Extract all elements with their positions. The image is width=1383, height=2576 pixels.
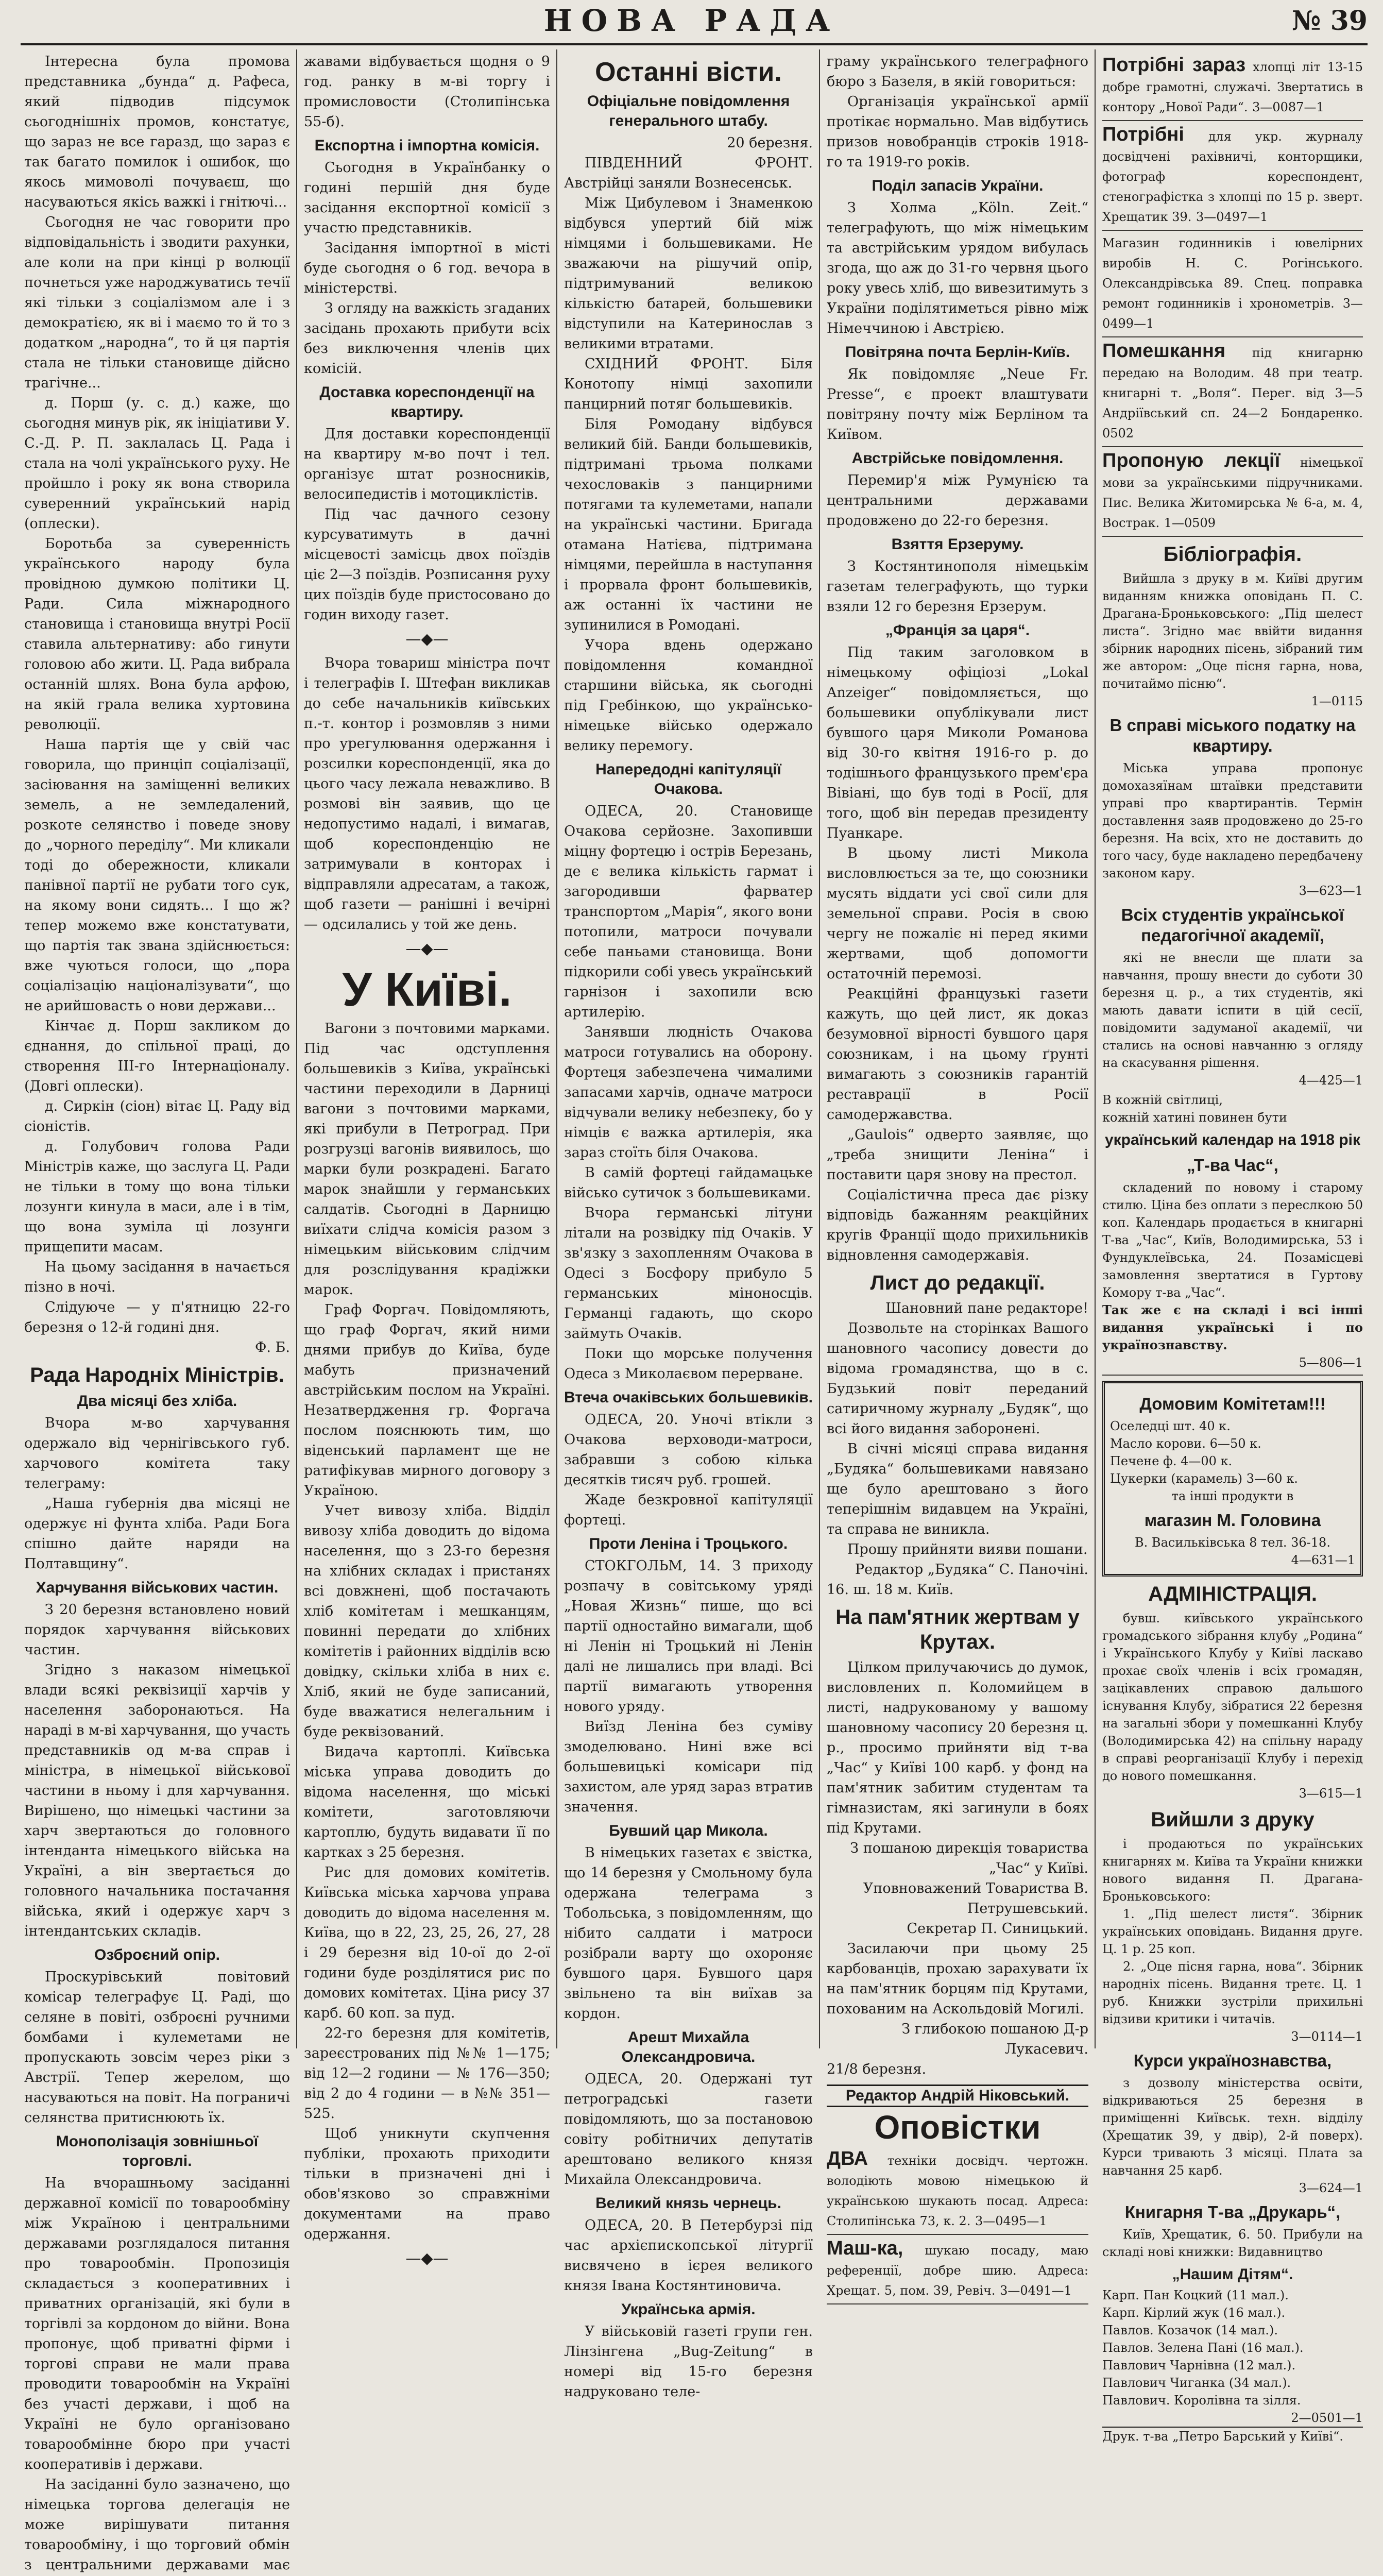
- ad-text: під книгарню передаю на Володим. 48 при театр. книгарні т. „Воля“. Перег. від 3—5 Андріївський сп. 24—2 Бондаренко.: [1102, 346, 1363, 420]
- paragraph: На вчорашньому засіданні державної комісії по товарообміну між Україною і центральними державами розглядалося питання про товарообмін. Пропозиція складається з кооперативних і приватних організацій, які були в торгівлі за кордоном до війни. Вона пропонує, щоб приватні фірми і торгові справи не мали права проводити товарообмін на Україні без участі держави, і щоб на Україні не було організовано товарообмінне бюро при участі кооперативів і держави.: [24, 2175, 290, 2472]
- section-title: У Київі.: [342, 963, 512, 1016]
- book-item: Карп. Кірлий жук (16 мал.).: [1102, 2306, 1286, 2320]
- ad-code: 4—631—1: [1291, 1553, 1355, 1567]
- book-item: 2. „Оце пісня гарна, нова“. Збірник народніх пісень. Видання третє. Ц. 1 руб. Книжки зустріли прихильні відзиви критики і читачів.: [1102, 1959, 1363, 2026]
- ad-code: 1—0115: [1311, 694, 1363, 708]
- paragraph: Сьогодня не час говорити про відповідальність і зводити рахунки, але коли на при кінці р волюції почнеться уже народжуватись течії які тільки з соціалізмом але і з демократією, як ві і маємо то й то з додатком „народна“, то й ця партія стала не тільки становище дійсно трагічне...: [24, 214, 290, 391]
- paragraph: Занявши людність Очакова матроси готувались на оборону. Фортеця забезпечена чималими запасами харчів, одначе матроси відчували велику небезпеку, бо у німців є важка артилерія, яка зараз стоїть біля Очакова.: [564, 1024, 813, 1161]
- paragraph: Як повідомляє „Neue Fr. Presse“, є проект влаштувати повітряну почту між Берліном та Київом.: [827, 366, 1088, 443]
- paragraph: Перемир'я між Румунією та центральними державами продовжено до 22-го березня.: [827, 472, 1088, 529]
- article-subtitle: Доставка кореспонденції на квартиру.: [319, 384, 535, 420]
- paragraph: Засідання імпортної в місті буде сьогодня о 6 год. вечора в міністерстві.: [304, 240, 550, 296]
- ad-code: 3—0499—1: [1102, 296, 1363, 331]
- paragraph: Жаде безкровної капітуляції фортеці.: [564, 1492, 813, 1528]
- ad-text: та інші продукти в: [1171, 1489, 1294, 1503]
- ad-code: 3—0497—1: [1196, 210, 1268, 224]
- paragraph: Рис для домових комітетів. Київська міська харчова управа доводить до відома населення м. Київа, що в 22, 23, 25, 26, 27, 28 і 29 березня від 10-ої до 2-ої години буде розділятися рис по домових комітетах. Ціна рису 37 карб. 60 коп. за пуд.: [304, 1865, 550, 2021]
- signature: З глибокою пошаною Д-р Лукасевич.: [901, 2021, 1088, 2057]
- paragraph: Граф Форгач. Повідомляють, що граф Форгач, який ними днями прибув до Київа, буде мабуть призначений австрійським послом на Україні. Незатвердження гр. Форгача послом пояснюють тим, що віденський парламент ще не ратифікував мирного договору з Україною.: [304, 1302, 550, 1499]
- book-item: Павлов. Козачок (14 мал.).: [1102, 2323, 1278, 2337]
- paragraph: Сьогодня в Українбанку о годині першій дня буде засідання експортної комісії з участю представників.: [304, 160, 550, 236]
- article-title: Книгарня Т-ва „Друкарь“,: [1124, 2202, 1341, 2222]
- ornament-divider: —◆—: [405, 940, 449, 958]
- article-title: Всіх студентів української педагогічної академії,: [1121, 905, 1344, 945]
- editor-line: Редактор Андрій Ніковський.: [827, 2084, 1088, 2107]
- goods-item: Печене ф. 4—00 к.: [1110, 1454, 1233, 1468]
- column-divider: [556, 49, 557, 2048]
- book-item: Павлович. Королівна та зілля.: [1102, 2393, 1301, 2408]
- signature: Уповноважений Товариства В. Петрушевський.: [863, 1880, 1088, 1917]
- paragraph: В самій фортеці гайдамацьке військо сутичок з большевиками.: [564, 1165, 813, 1201]
- column-divider: [819, 49, 820, 2048]
- paragraph: Між Цибулевом і Знаменкою відбувся упертий бій між німцями і большевиками. Не зважаючи на рішучий опір, підтримуваний великою кількістю батарей, большевики відступили на Катеринослав з великими втратами.: [564, 195, 813, 352]
- paragraph: З Костянтинополя німецькім газетам телеграфують, що турки взяли 12 го березня Ерзерум.: [827, 558, 1088, 615]
- classified-ad: [1102, 121, 1363, 231]
- paragraph: З огляду на важкість згаданих засідань прохають прибути всіх без виключення членів цих комісій.: [304, 300, 550, 377]
- paragraph: На засіданні було зазначено, що німецька торгова делегація не може вирішувати питання товарообміну, і що торговий обмін з центральними державами має: [24, 2477, 290, 2573]
- paragraph: граму українського телеграфного бюро з Базеля, в якій говориться:: [827, 54, 1088, 90]
- article-title: В справі міського податку на квартиру.: [1109, 716, 1356, 755]
- ad-code: 5—806—1: [1299, 1355, 1363, 1370]
- column-divider: [296, 49, 297, 2048]
- goods-item: Цукерки (карамель) 3—60 к.: [1110, 1471, 1298, 1486]
- paragraph: На цьому засідання в начається пізно в ночі.: [24, 1259, 290, 1295]
- paragraph: ОДЕСА, 20. Одержані тут петроградські газети повідомляють, що за постановою совіту робітничих депутатів арештовано великого князя Михайла Олександровича.: [564, 2071, 813, 2188]
- paragraph: Вчора германські літуни літали на розвідку під Очаків. У зв'язку з захопленням Очакова в Одесі з Босфору прибуло 5 германських міноносців. Германці гадають, що скоро займуть Очаків.: [564, 1205, 813, 1342]
- article-subtitle: Два місяці без хліба.: [77, 1393, 237, 1410]
- publisher-name: „Нашим Дітям“.: [1172, 2266, 1293, 2283]
- column-5: [1096, 52, 1369, 2444]
- ad-headline: Потрібні: [1102, 124, 1184, 145]
- ad-headline: Помешкання: [1102, 340, 1226, 362]
- paragraph: Слідуюче — у п'ятницю 22-го березня о 12-й годині дня.: [24, 1299, 290, 1335]
- paragraph: Реакційні французькі газети кажуть, що цей лист, як доказ безумовної вірності бувшого царя союзникам, і на цьому ґрунті вимагають з союзників гарантій реставрації в Росії самодержавства.: [827, 986, 1088, 1123]
- article-title: Бібліографія.: [1163, 543, 1302, 566]
- paragraph: ОДЕСА, 20. В Петербурзі під час архієпископської літургії висвячено в ієрея великого князя Івана Костянтиновича.: [564, 2217, 813, 2294]
- ad-headline: український календар на 1918 рік: [1104, 1131, 1361, 1148]
- ad-text: хлопці літ 13-15 добре грамотні, служачі. Звертатись в контору „Нової Ради“.: [1102, 60, 1363, 114]
- classified-ad: [827, 2235, 1088, 2304]
- ad-text: шукаю посаду, маю референції, добре шию. Адреса: Хрещат. 5, пом. 39, Ревіч.: [827, 2243, 1088, 2298]
- paragraph: Вчора товариш міністра почт і телеграфів І. Штефан викликав до себе начальників київських п.-т. контор і розмовляв з ними про урегулювання одержання і розсилки кореспонденції, яка до цього часу лежала неважливо. В розмові він заявив, що це недопустимо надалі, і вимагав, щоб кореспонденцію не затримували в конторах і відправляли адресатам, а також, щоб газети — ранішні і вечірні — одсилались у той же день.: [304, 655, 550, 933]
- paragraph: У військовій газеті групи ген. Лінзінгена „Bug-Zeitung“ в номері від 15-го березня надруковано теле-: [564, 2324, 813, 2400]
- article-subtitle: Взяття Ерзеруму.: [891, 536, 1024, 553]
- ad-text: Магазин годинників і ювелірних виробів Н. С. Рогінського. Олександрівська 89. Спец. поправка ремонт годинників і хронометрів.: [1102, 236, 1363, 311]
- article-title: АДМІНІСТРАЦІЯ.: [1148, 1583, 1317, 1605]
- article-subtitle: Повітряна почта Берлін-Київ.: [845, 344, 1070, 361]
- ad-text: В кожній світлиці,: [1102, 1093, 1223, 1107]
- ad-headline: Потрібні зараз: [1102, 54, 1246, 76]
- signature: Редактор „Будяка“ С. Паночіні.: [855, 1562, 1088, 1578]
- paragraph: з дозволу міністерства освіти, відкриваються 25 березня в приміщенні Київськ. техн. відділу (Хрещатик 39, у двір), 2-й поверх). Курси тривають 3 місяці. Плата за навчання 25 карб.: [1102, 2076, 1363, 2178]
- classified-ad: [1102, 337, 1363, 447]
- paragraph: „Gaulois“ одверто заявляє, що „треба знищити Леніна“ і поставити царя знову на престол.: [827, 1127, 1088, 1183]
- classified-ad: [1102, 447, 1363, 537]
- paragraph: „Наша губернія два місяці не одержує ні фунта хліба. Ради Бога спішно дайте наряди на Полтавщину“.: [24, 1496, 290, 1572]
- paragraph: СХІДНИЙ ФРОНТ. Біля Конотопу німці захопили панцирний потяг большевиків.: [564, 356, 813, 412]
- article-title: Курси українознавства,: [1133, 2051, 1332, 2070]
- paragraph: Наша партія ще у свій час говорила, що принціп соціалізації, засіювання на заміщенні великих земель, а не земледалений, розкоте селянство і поведе знову до „чорного переділу“. Ми кликали тоді до обережности, кликали панівної партії не рубати того сук, на якому вони сидять... І що ж? тепер можемо вже констатувати, що партія так звана здійснюється: вже чуються голоси, що „пора соціалізацію націоналізувати“, що не арийшовасть о нови держави...: [24, 737, 290, 1014]
- notices-title: Оповістки: [874, 2109, 1041, 2146]
- article-subtitle: Австрійське повідомлення.: [851, 450, 1064, 467]
- paragraph: Засилаючи при цьому 25 карбованців, прохаю зарахувати їх на пам'ятник борцям під Крутами, похованим на Аскольдовій Могилі.: [827, 1941, 1088, 2017]
- article-subtitle: Втеча очаківських большевиків.: [564, 1389, 813, 1406]
- masthead-rule: [21, 43, 1368, 45]
- shop-address: В. Васильківська 8 тел. 36-18.: [1135, 1535, 1330, 1550]
- classified-ad: [1102, 52, 1363, 121]
- article-subtitle: Великий князь чернець.: [595, 2195, 781, 2212]
- paragraph: Міська управа пропонує домохазяїнам штаївки представити управі про квартирантів. Термін доставлення заяв продовжено до 25-го березня. На всіх, хто не доставить до того часу, буде накладено передбачену законом кару.: [1102, 761, 1363, 880]
- paragraph: Інтересна була промова представника „бунда“ д. Рафеса, який підводив підсумок сьогоднішніх промов, констатує, що зараз не все гаразд, що зараз є так багато помилок і ошибок, що якось мимоволі почуваєш, що насуваються якісь важкі і гнітючі...: [24, 54, 290, 210]
- committee-ad-box: [1102, 1381, 1363, 1577]
- article-subtitle: „Франція за царя“.: [885, 622, 1030, 639]
- article-title: Рада Народніх Міністрів.: [30, 1364, 284, 1386]
- column-1: [18, 52, 296, 2573]
- paragraph: Цілком прилучаючись до думок, висловлених п. Коломийцем в листі, надрукованому у вашому шановному часопису 20 березня ц. р., просимо прийняти від т-ва „Час“ у Київі 100 карб. у фонд на пам'ятник забитим студентам та гімназистам, які загинули в боях під Крутами.: [827, 1659, 1088, 1836]
- ad-code: 3—615—1: [1299, 1786, 1363, 1801]
- paragraph: СТОКГОЛЬМ, 14. З приходу розпачу в совітському уряді „Новая Жизнь“ пише, що всі партії одностайно вимагали, щоб ні Ленін ні Троцький ні Ленін далі не лишались при владі. Всі партії вимагають утворення нового уряду.: [564, 1558, 813, 1715]
- article-title: Лист до редакції.: [870, 1272, 1045, 1294]
- paragraph: Організація української армії протікає нормально. Мав відбутись призов новобранців строків 1918-го та 1919-го років.: [827, 94, 1088, 170]
- goods-item: Оселедці шт. 40 к.: [1110, 1419, 1231, 1433]
- paragraph: Під час дачного сезону курсуватимуть в дачні місцевості замісць двох поїздів ціє 2—3 поїздів. Розписання руху цих поїздів буде пристосовано до годин виходу газет.: [304, 506, 550, 623]
- paragraph: Вчора м-во харчування одержало від чернігівського губ. харчового комітета таку телеграму:: [24, 1415, 290, 1492]
- paragraph: З 20 березня встановлено новий порядок харчування військових частин.: [24, 1602, 290, 1658]
- paragraph: ОДЕСА, 20. Уночі втікли з Очакова верховоди-матроси, забравши з собою кілька десятків тисяч руб. грошей.: [564, 1412, 813, 1488]
- ad-code: 4—425—1: [1299, 1073, 1363, 1088]
- article-subtitle: Українська армія.: [621, 2301, 756, 2318]
- ad-code: 2—0501—1: [1291, 2411, 1363, 2425]
- ad-headline: Маш-ка,: [827, 2238, 903, 2259]
- book-item: Павлович Чарнівна (12 мал.).: [1102, 2358, 1296, 2372]
- paragraph: З Холма „Köln. Zeit.“ телеграфують, що між німецьким та австрійським урядом вибулась згода, що аж до 31-го червня цього року увесь хліб, що вивезитимуть з України поділятиметься рівно між Німеччиною і Австрією.: [827, 200, 1088, 336]
- column-4: [821, 52, 1095, 2298]
- paragraph: Виїзд Леніна без суміву змоделювано. Нині вже всі большевицькі комісари під захистом, але уряд зараз втратив значення.: [564, 1719, 813, 1815]
- book-item: Павлович Чиганка (34 мал.).: [1102, 2376, 1291, 2390]
- section-title: Останні вісти.: [595, 57, 782, 87]
- signature: З пошаною дирекція товариства „Час“ у Київі.: [850, 1840, 1088, 1876]
- paragraph: Кінчає д. Порш закликом до єднання, до спільної праці, до створення III-го Інтернаціоналу. (Довгі оплески).: [24, 1018, 290, 1094]
- book-item: 1. „Під шелест листя“. Збірник українських оповідань. Видання друге. Ц. 1 р. 25 коп.: [1102, 1907, 1363, 1956]
- paragraph: Київ, Хрещатик, 6. 50. Прибули на складі нові книжки: Видавництво: [1102, 2227, 1363, 2259]
- issue-number: № 39: [1292, 5, 1368, 37]
- classified-ad: [1102, 231, 1363, 337]
- paragraph: Учет вивозу хліба. Відділ вивозу хліба доводить до відома населення, що з 23-го березня на хлібних складах і пристанях всі довжнені, щоб постачають хліб комітетам і мешканцям, повинні передати до хлібних комітетів і районних відділів всю довідку, скільки хліба в них є. Хліб, який не буде записаний, буде вважатися нелегальним і буде реквізований.: [304, 1503, 550, 1740]
- paragraph: д. Сиркін (сіон) вітає Ц. Раду від сіоністів.: [24, 1098, 290, 1134]
- ad-code: 0502: [1102, 426, 1134, 440]
- paragraph: Для доставки кореспонденції на квартиру м-во почт і тел. організує штат розносників, велосипедистів і мотоциклістів.: [304, 426, 550, 502]
- paragraph: Боротьба за суверенність українського народу була провідною думкою політики Ц. Ради. Сила міжнародного становища і становища внутрі Росії ставила альтернативу: або гинути головою або жити. Ц. Рада вибрала останній шлях. Вона була арфою, на якій грала велика хуртовина революції.: [24, 536, 290, 733]
- ad-text: техніки досвідч. чертожн. володіють мовою німецькою й українською шукають посад. Адреса: Столипінська 73, к. 2.: [827, 2154, 1088, 2228]
- paragraph: Вагони з почтовими марками. Під час одступлення большевиків з Київа, українські частини переходили в Дарниці вагони з почтовими марками, які прибули в Петроград. При розгрузці вагонів виявилось, що марки були розкрадені. Багато марок знайшли у германських салдатів. Сьогодні в Дарницю виїхати слідча комісія разом з німецьким військовим слідчим для розслідування крадіжки марок.: [304, 1021, 550, 1298]
- paragraph: д. Порш (у. с. д.) каже, що сьогодня минув рік, як ініціативи У. С.-Д. Р. П. заклалась Ц. Рада і стала на чолі українського руху. Не пройшло і року як вона створила суверенний український нарід (оплески).: [24, 395, 290, 532]
- article-subtitle: Напередодні капітуляції Очакова.: [595, 761, 781, 798]
- masthead: [0, 0, 1383, 42]
- ad-headline: Пропоную лекції: [1102, 450, 1280, 471]
- paragraph: В німецьких газетах є звістка, що 14 березня у Смольному була одержана телеграма з Тобольська, з повідомленням, що нібито салдати і матроси розібрали варту що охороняє бувшого царя. Бувшого царя звільнено та він виїхав за кордон.: [564, 1845, 813, 2022]
- book-item: Карп. Пан Коцкий (11 мал.).: [1102, 2288, 1289, 2302]
- paragraph: Дозвольте на сторінках Вашого шановного часопису довести до відома громадянства, що в с. Будзький повіт переданий сатиричному журналу „Будяк“, що всі його видання заборонені.: [827, 1320, 1088, 1437]
- paragraph: Проскурівський повітовий комісар телеграфує Ц. Раді, що селяне в повіті, озброєні ручними бомбами і кулеметами не пропускають зовсім через ріки з Австрії. Тепер жерелом, що насуваються на повіт. На пограничі селянства притиснюють їх.: [24, 1969, 290, 2126]
- ad-code: 3—0114—1: [1291, 2029, 1363, 2044]
- ad-text: німецької мови за українськими підручниками. Пис. Велика Житомирська № 6-а, м. 4, Вострак.: [1102, 455, 1363, 530]
- printer-line: Друк. т-ва „Петро Барський у Київі“.: [1102, 2427, 1363, 2445]
- paragraph: ОДЕСА, 20. Становище Очакова серйозне. Захопивши міцну фортецю і острів Березань, де є велика кількість гармат і загородивши фарватер транспортом „Марія“, якого вони потопили, матроси почували себе паньами становища. Вони підкорили собі увесь український гарнізон і захопили всю артилерію.: [564, 803, 813, 1020]
- ad-code: 3—0495—1: [975, 2214, 1047, 2228]
- article-subtitle: Харчування військових частин.: [36, 1579, 279, 1596]
- paragraph: Видача картоплі. Київська міська управа доводить до відома населення, що міські комітети, заготовляючи картоплю, будуть видавати її по картках з 25 березня.: [304, 1744, 550, 1860]
- ad-headline: „Т-ва Час“,: [1187, 1156, 1278, 1175]
- paragraph: Під таким заголовком в німецькому офіціозі „Lokal Anzeiger“ повідомляється, що большевики опублікували лист бувшого царя Миколи Романова від 30-го квітня 1916-го р. до тодішнього французького прем'єра Вівіані, що був тоді в Росії, для того, щоб він передав президенту Пуанкаре.: [827, 645, 1088, 841]
- dateline: 20 березня.: [727, 135, 813, 151]
- paragraph: Біля Ромодану відбувся великий бій. Банди большевиків, підтримані трьома полками чехословаків з панцирними потягами та кулеметами, напали на українські частини. Бригада отамана Натієва, підтримана німцями, перейшла в наступання і прорвала фронт большевиків, аж останні їх частини не зупинилися в Ромодані.: [564, 416, 813, 633]
- ornament-divider: —◆—: [405, 2249, 449, 2267]
- ad-text: для укр. журналу досвідчені рахівничі, конторщики, фотограф кореспондент, стенографістка з хлопці по 15 р. зверт. Хрещатик 39.: [1102, 129, 1363, 224]
- article-subtitle: Арешт Михайла Олександровича.: [621, 2029, 756, 2065]
- article-subtitle: Експортна і імпортна комісія.: [314, 137, 540, 154]
- paragraph: бувш. київського українського громадського зібрання клубу „Родина“ і Українського Клубу у Київі ласкаво прохає своїх членів і всіх громадян, зацікавлених справою дальшого існування Клубу, зібратися 22 березня на загальні збори у помешканні Клубу (Володимирська 42) на спільну нараду в справі реорганізації Клубу і перехід до нового помешкання.: [1102, 1611, 1363, 1783]
- ad-code: 1—0509: [1164, 516, 1216, 530]
- paragraph: Вийшла з друку в м. Київі другим виданням книжка оповідань П. С. Драгана-Броньковського: „Під шелест листа“. Згідно має ввійти видання збірник народних пісень, зібраний тим же автором: „Оце пісня гарна, нова, почитаймо пісню“.: [1102, 571, 1363, 691]
- paragraph: Соціалістична преса дає різку відповідь бажанням реакційних кругів Франції щодо прихильників відновлення самодержавія.: [827, 1187, 1088, 1263]
- ad-text: Так же є на складі і всі інші видання українські і по українознавству.: [1102, 1302, 1363, 1352]
- goods-item: Масло корови. 6—50 к.: [1110, 1436, 1261, 1451]
- calendar-ad: [1102, 1089, 1363, 1376]
- ad-code: 3—623—1: [1299, 884, 1363, 898]
- ad-headline: Домовим Комітетам!!!: [1139, 1394, 1326, 1413]
- dateline: 16. ш. 18 м. Київ.: [827, 1582, 954, 1598]
- article-title: Вийшли з друку: [1151, 1808, 1314, 1831]
- dateline: 21/8 березня.: [827, 2061, 927, 2077]
- article-subtitle: Поділ запасів України.: [872, 177, 1044, 194]
- article-subtitle: Проти Леніна і Троцького.: [589, 1535, 788, 1552]
- paragraph: Поки що морське получення Одеса з Миколаєвом перерване.: [564, 1346, 813, 1382]
- ad-code: 3—624—1: [1299, 2181, 1363, 2195]
- paragraph: В цьому листі Микола висловлюється за те, що союзники мусять віддати усі свої сили для земельної справи. Росія в свою чергу не пожаліє ні перед якими жертвами, щоб допомогти остаточній перемозі.: [827, 845, 1088, 982]
- ad-text: кожній хатині повинен бути: [1102, 1110, 1287, 1125]
- ad-text: складений по новому і старому стилю. Ціна без оплати з переслкою 50 коп. Календарь продається в книгарні Т-ва „Час“, Київ, Володимирська, 53 і Фундуклеївська, 24. Позамісцеві замовлення звертатися в Гуртову Комору т-ва „Час“.: [1102, 1180, 1363, 1300]
- ornament-divider: —◆—: [405, 630, 449, 648]
- ad-headline: ДВА: [827, 2148, 868, 2170]
- shop-name: магазин М. Головина: [1144, 1511, 1321, 1530]
- book-item: Павлов. Зелена Пані (16 мал.).: [1102, 2341, 1304, 2355]
- column-3: [558, 52, 819, 2400]
- paragraph: д. Голубович голова Ради Міністрів каже, що заслуга Ц. Ради не тільки в тому що вона тільки лозунги кинула в маси, але і в тім, що вона зуміла ці лозунги прищепити масам.: [24, 1139, 290, 1255]
- article-subtitle: Озброєний опір.: [94, 1946, 220, 1963]
- article-title: На пам'ятник жертвам у Крутах.: [835, 1606, 1080, 1653]
- paragraph: які не внесли ще плати за навчання, прошу внести до суботи 30 березня ц. р., а тих студентів, які мають давати іспити в цій сесії, повідомити задуманої академії, чи стались на основі навчанню з огляду на скасування рішення.: [1102, 951, 1363, 1070]
- newspaper-title: НОВА РАДА: [543, 3, 840, 38]
- paragraph: Учора вдень одержано повідомлення командної старшини війська, як сьогодні під Гребінкою, що українсько-німецьке військо одержало велику перемогу.: [564, 637, 813, 754]
- ad-code: 3—0087—1: [1252, 100, 1324, 114]
- paragraph: 22-го березня для комітетів, зареєстрованих під №№ 1—175; від 12—2 години — № 176—350; від 2 до 4 години — в №№ 351—525.: [304, 2025, 550, 2122]
- article-subtitle: Офіціальне повідомлення генерального штабу.: [587, 93, 790, 129]
- signature: Секретар П. Синицький.: [907, 1921, 1088, 1937]
- column-2: [298, 52, 556, 2267]
- column-divider: [1095, 49, 1096, 2048]
- paragraph: і продаються по українських книгарнях м. Київа та України книжки нового видання П. Драгана-Броньковського:: [1102, 1837, 1363, 1904]
- paragraph: Щоб уникнути скупчення публіки, прохають приходити тільки в призначені дні і обов'язково зо справжніми документами на право одержання.: [304, 2126, 550, 2242]
- paragraph: Прошу прийняти вияви пошани.: [847, 1541, 1088, 1557]
- article-subtitle: Монополізація зовнішньої торговлі.: [56, 2133, 259, 2170]
- signature: Ф. Б.: [254, 1340, 290, 1355]
- ad-code: 3—0491—1: [1000, 2283, 1072, 2298]
- paragraph: Згідно з наказом німецької влади всякі реквізиції харчів у населення заборонаються. На нараді в м-ві харчування, що участь представників од м-ва справ і міністра, в німецької військової частини в ньому і для харчування. Вирішено, що німецькі частини за харч звертаються до головного інтенданта німецького війська на Україні, а він звертається до головного начальника постачання війська, який і одержує харч з інтендантських складів.: [24, 1662, 291, 1939]
- classified-ad: [827, 2145, 1088, 2235]
- paragraph: ПІВДЕННИЙ ФРОНТ. Австрійці заняли Вознесенськ.: [564, 155, 813, 191]
- article-subtitle: Бувший цар Микола.: [609, 1822, 768, 1839]
- paragraph: жавами відбувається щодня о 9 год. ранку в м-ві торгу і промисловости (Столипінська 55-б).: [304, 54, 550, 130]
- salutation: Шановний пане редакторе!: [885, 1300, 1088, 1316]
- paragraph: В січні місяці справа видання „Будяка“ большевиками навязано ще було арештовано з його теперішнім видавцем на Україні, та справа не виникла.: [827, 1441, 1088, 1537]
